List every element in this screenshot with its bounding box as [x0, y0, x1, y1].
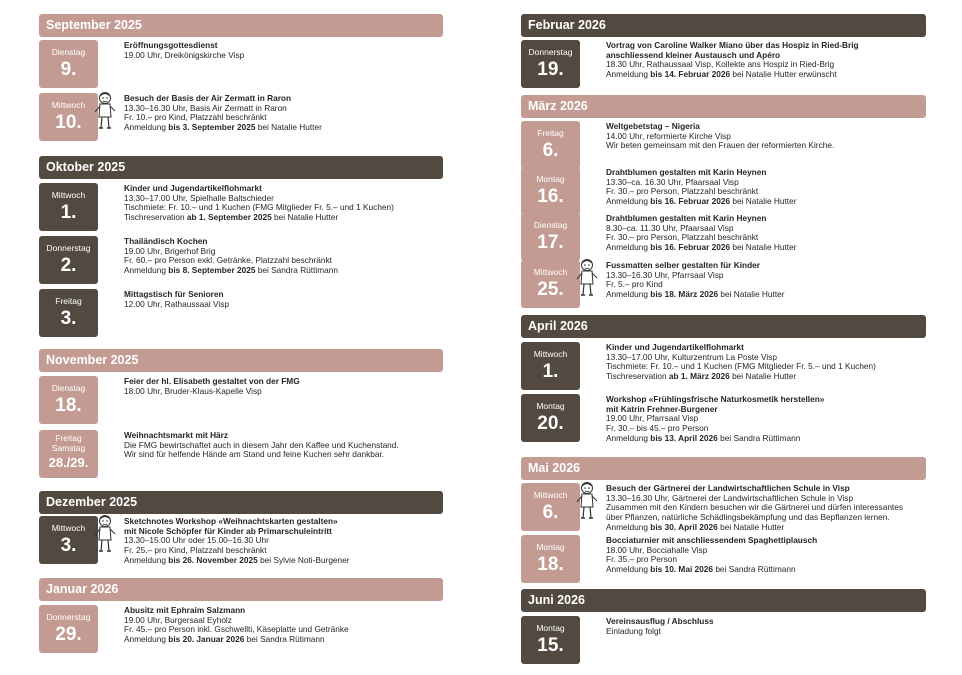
event-details [606, 343, 946, 382]
event-detail-line [606, 627, 946, 637]
event-detail-line [606, 434, 946, 444]
event-detail-line [124, 51, 463, 61]
detail-text: Anmeldung [606, 242, 651, 253]
month-header: März 2026 [521, 95, 926, 118]
deadline-text: bis 18. März 2026 [650, 289, 719, 300]
event-details [124, 517, 463, 566]
detail-text: über Pflanzen, natürliche Schädlingsbekämpfung und das Bepflanzen lernen. [606, 512, 890, 523]
detail-text: Anmeldung [606, 69, 651, 80]
detail-text: Fr. 35.– pro Person [606, 554, 678, 565]
detail-text: 13.30–17.00 Uhr, Spielhalle Baltschieder [124, 192, 274, 203]
date-badge [39, 289, 98, 337]
day-number: 18. [55, 395, 82, 416]
event-detail-line [606, 141, 946, 151]
month-header: Mai 2026 [521, 457, 926, 480]
deadline-text: bis 16. Februar 2026 [650, 196, 731, 207]
deadline-text: ab 1. September 2025 [186, 212, 272, 223]
detail-text: 13.30–15.00 Uhr oder 15.00–16.30 Uhr [124, 535, 269, 546]
detail-text: 13.30–16.30 Uhr, Basis Air Zermatt in Raron [124, 102, 287, 113]
month-header: April 2026 [521, 315, 926, 338]
day-number: 1. [60, 202, 77, 223]
day-number: 19. [537, 59, 564, 80]
event-title: mit Nicole Schöpfer für Kinder ab Primarschuleintritt [124, 525, 332, 536]
day-number: 15. [537, 635, 564, 656]
date-badge [39, 430, 98, 478]
weekday-label: Mittwoch [533, 267, 568, 277]
detail-text: 19.00 Uhr, Burgersaal Eyholz [124, 614, 232, 625]
detail-text: Zusammen mit den Kindern besuchen wir die Gärtnerei und dürfen interessantes [606, 502, 904, 513]
detail-text: 14.00 Uhr, reformierte Kirche Visp [606, 130, 731, 141]
day-number: 16. [537, 186, 564, 207]
deadline-text: bis 30. April 2026 [650, 521, 718, 532]
event-title: Abusitz mit Ephraim Salzmann [124, 605, 246, 615]
event-title: Workshop «Frühlingsfrische Naturkosmetik herstellen» [606, 394, 825, 404]
event-details [606, 122, 946, 151]
day-number: 9. [60, 59, 77, 80]
detail-text: 13.30–17.00 Uhr, Kulturzentrum La Poste Visp [606, 351, 777, 362]
event-details [606, 484, 946, 533]
date-badge [521, 342, 580, 390]
date-badge [39, 516, 98, 564]
month-header: Januar 2026 [39, 578, 443, 601]
date-badge [39, 93, 98, 141]
weekday-label: Montag [536, 623, 565, 633]
weekday-label: Mittwoch [533, 349, 568, 359]
detail-text: Fr. 30.– pro Person, Platzzahl beschränkt [606, 232, 759, 243]
month-header: Juni 2026 [521, 589, 926, 612]
child-mascot-icon [576, 258, 598, 298]
event-details [606, 617, 946, 636]
deadline-text: bis 3. September 2025 [168, 122, 256, 133]
contact-text: bei Natalie Hutter erwünscht [730, 69, 837, 80]
weekday-label: Donnerstag [528, 47, 573, 57]
event-details [606, 214, 946, 253]
event-title: Bocciaturnier mit anschliessendem Spaghettiplausch [606, 535, 818, 545]
event-detail-line [124, 300, 463, 310]
detail-text: 13.30–16.30 Uhr, Pfarrsaal Visp [606, 269, 724, 280]
event-title: Fussmatten selber gestalten für Kinder [606, 260, 760, 270]
child-mascot-icon [576, 481, 598, 521]
event-detail-line [606, 565, 946, 575]
detail-text: Wir beten gemeinsam mit den Frauen der reformierten Kirche. [606, 140, 835, 151]
child-mascot-icon [94, 91, 116, 131]
contact-text: bei Sandra Rüttimann [255, 265, 339, 276]
weekday-label: Freitag [537, 128, 564, 138]
event-details [124, 606, 463, 645]
event-title: Drahtblumen gestalten mit Karin Heynen [606, 167, 767, 177]
deadline-text: ab 1. März 2026 [668, 371, 730, 382]
weekday-label: Montag [536, 542, 565, 552]
contact-text: bei Natalie Hutter [730, 242, 797, 253]
detail-text: 18.00 Uhr, Bruder-Klaus-Kapelle Visp [124, 385, 262, 396]
detail-text: Die FMG bewirtschaftet auch in diesem Jahr den Kaffee und Kuchenstand. [124, 439, 399, 450]
month-header: Dezember 2025 [39, 491, 443, 514]
day-number: 25. [537, 279, 564, 300]
contact-text: bei Sandra Rüttimann [717, 432, 801, 443]
date-badge [39, 236, 98, 284]
detail-text: 18.00 Uhr, Bocciahalle Visp [606, 544, 708, 555]
event-title: Vortrag von Caroline Walker Miano über das Hospiz in Ried-Brig [606, 40, 859, 50]
weekday-label: Dienstag [51, 47, 86, 57]
detail-text: 19.00 Uhr, Pfarrsaal Visp [606, 413, 699, 424]
weekday-label: Mittwoch [51, 100, 86, 110]
detail-text: Anmeldung [606, 196, 651, 207]
weekday-label: Donnerstag [46, 243, 91, 253]
event-details [606, 536, 946, 575]
day-number: 17. [537, 232, 564, 253]
day-number: 10. [55, 112, 82, 133]
event-detail-line [606, 523, 946, 533]
contact-text: bei Natalie Hutter [271, 212, 339, 223]
event-details [124, 184, 463, 223]
detail-text: Anmeldung [606, 289, 651, 300]
deadline-text: bis 26. November 2025 [168, 554, 258, 565]
event-title: Eröffnungsgottesdienst [124, 40, 218, 50]
deadline-text: bis 8. September 2025 [168, 265, 256, 276]
event-title: anschliessend kleiner Austausch und Apéro [606, 49, 781, 60]
weekday-label: Mittwoch [51, 523, 86, 533]
weekday-label: Montag [536, 401, 565, 411]
month-header: Februar 2026 [521, 14, 926, 37]
detail-text: Tischmiete: Fr. 10.– und 1 Kuchen (FMG Mitglieder Fr. 5.– und 1 Kuchen) [124, 202, 394, 213]
date-badge [521, 616, 580, 664]
weekday-label: Montag [536, 174, 565, 184]
month-header: November 2025 [39, 349, 443, 372]
date-badge [521, 121, 580, 169]
event-detail-line [124, 123, 463, 133]
detail-text: Fr. 5.– pro Kind [606, 279, 663, 290]
event-detail-line [606, 70, 946, 80]
date-badge [39, 183, 98, 231]
detail-text: 8.30–ca. 11.30 Uhr, Pfaarsaal Visp [606, 222, 734, 233]
event-details [124, 431, 463, 460]
event-detail-line [606, 290, 946, 300]
deadline-text: bis 13. April 2026 [650, 432, 718, 443]
date-badge [39, 605, 98, 653]
month-header: September 2025 [39, 14, 443, 37]
detail-text: 13.30–ca. 16.30 Uhr, Pfaarsaal Visp [606, 176, 739, 187]
event-detail-line [606, 243, 946, 253]
day-number: 3. [60, 308, 77, 329]
event-details [124, 237, 463, 276]
day-number: 6. [542, 140, 559, 161]
detail-text: 19.00 Uhr, Brigerhof Brig [124, 245, 216, 256]
detail-text: Anmeldung [606, 521, 651, 532]
detail-text: Anmeldung [606, 564, 651, 575]
event-details [606, 395, 946, 444]
event-detail-line [124, 387, 463, 397]
child-mascot-icon [94, 514, 116, 554]
day-number: 20. [537, 413, 564, 434]
event-title: Kinder und Jugendartikelflohmarkt [606, 342, 744, 352]
event-title: Weihnachtsmarkt mit Härz [124, 430, 229, 440]
detail-text: Anmeldung [124, 634, 169, 645]
detail-text: Tischreservation [124, 212, 187, 223]
date-badge [39, 40, 98, 88]
contact-text: bei Natalie Hutter [718, 289, 785, 300]
contact-text: bei Natalie Hutter [730, 196, 797, 207]
detail-text: Einladung folgt [606, 625, 661, 636]
contact-text: bei Natalie Hutter [255, 122, 322, 133]
event-title: Vereinsausflug / Abschluss [606, 616, 714, 626]
deadline-text: bis 14. Februar 2026 [650, 69, 731, 80]
deadline-text: bis 20. Januar 2026 [168, 634, 245, 645]
detail-text: Fr. 45.– pro Person inkl. Gschwellti, Käseplatte und Getränke [124, 624, 349, 635]
detail-text: 13.30–16.30 Uhr, Gärtnerei der Landwirtschaftlichen Schule in Visp [606, 492, 854, 503]
weekday-label: Mittwoch [51, 190, 86, 200]
event-title: Besuch der Basis der Air Zermatt in Raron [124, 93, 292, 103]
date-badge [521, 394, 580, 442]
detail-text: Tischreservation [606, 371, 669, 382]
detail-text: Fr. 60.– pro Person exkl. Getränke, Platzzahl beschränkt [124, 255, 332, 266]
deadline-text: bis 10. Mai 2026 [650, 564, 714, 575]
event-title: Thailändisch Kochen [124, 236, 208, 246]
contact-text: bei Sylvie Noti-Burgener [257, 554, 350, 565]
event-detail-line [124, 450, 463, 460]
event-title: Besuch der Gärtnerei der Landwirtschaftlichen Schule in Visp [606, 483, 850, 493]
day-number: 1. [542, 361, 559, 382]
day-number: 28./29. [48, 455, 89, 470]
event-detail-line [606, 372, 946, 382]
event-details [124, 377, 463, 396]
event-details [606, 261, 946, 300]
detail-text: Anmeldung [124, 554, 169, 565]
date-badge [521, 535, 580, 583]
detail-text: 18.30 Uhr, Rathaussaal Visp, Kollekte ans Hospiz in Ried-Brig [606, 59, 835, 70]
detail-text: Fr. 30.– pro Person, Platzzahl beschränkt [606, 186, 759, 197]
weekday-label: Freitag Samstag [51, 433, 86, 453]
event-title: Mittagstisch für Senioren [124, 289, 224, 299]
day-number: 2. [60, 255, 77, 276]
date-badge [521, 40, 580, 88]
detail-text: 19.00 Uhr, Dreikönigskirche Visp [124, 49, 245, 60]
date-badge [521, 213, 580, 261]
event-title: Kinder und Jugendartikelflohmarkt [124, 183, 262, 193]
event-details [606, 41, 946, 80]
month-header: Oktober 2025 [39, 156, 443, 179]
detail-text: Anmeldung [124, 265, 169, 276]
deadline-text: bis 16. Februar 2026 [650, 242, 731, 253]
event-details [124, 290, 463, 309]
event-detail-line [124, 213, 463, 223]
detail-text: Anmeldung [124, 122, 169, 133]
weekday-label: Freitag [55, 296, 82, 306]
event-details [606, 168, 946, 207]
day-number: 29. [55, 624, 82, 645]
date-badge [521, 260, 580, 308]
detail-text: Anmeldung [606, 432, 651, 443]
weekday-label: Mittwoch [533, 490, 568, 500]
event-details [124, 94, 463, 133]
contact-text: bei Sandra Rütimann [244, 634, 325, 645]
event-detail-line [124, 556, 463, 566]
contact-text: bei Sandra Rüttimann [713, 564, 796, 575]
day-number: 6. [542, 502, 559, 523]
detail-text: 12.00 Uhr, Rathaussaal Visp [124, 298, 230, 309]
event-title: Feier der hl. Elisabeth gestaltet von der FMG [124, 376, 300, 386]
detail-text: Wir sind für helfende Hände am Stand und feine Kuchen sehr dankbar. [124, 449, 385, 460]
detail-text: Fr. 30.– bis 45.– pro Person [606, 423, 709, 434]
event-details [124, 41, 463, 60]
event-detail-line [606, 197, 946, 207]
date-badge [521, 167, 580, 215]
event-title: mit Katrin Frehner-Burgener [606, 403, 718, 414]
date-badge [39, 376, 98, 424]
event-title: Sketchnotes Workshop «Weihnachtskarten gestalten» [124, 516, 338, 526]
contact-text: bei Natalie Hutter [729, 371, 797, 382]
date-badge [521, 483, 580, 531]
detail-text: Fr. 25.– pro Kind, Platzzahl beschränkt [124, 545, 267, 556]
event-detail-line [124, 635, 463, 645]
weekday-label: Dienstag [533, 220, 568, 230]
event-detail-line [124, 266, 463, 276]
day-number: 3. [60, 535, 77, 556]
weekday-label: Dienstag [51, 383, 86, 393]
contact-text: bei Natalie Hutter [717, 521, 785, 532]
detail-text: Tischmiete: Fr. 10.– und 1 Kuchen (FMG Mitglieder Fr. 5.– und 1 Kuchen) [606, 361, 876, 372]
event-title: Drahtblumen gestalten mit Karin Heynen [606, 213, 767, 223]
weekday-label: Donnerstag [46, 612, 91, 622]
event-title: Weltgebetstag – Nigeria [606, 121, 700, 131]
day-number: 18. [537, 554, 564, 575]
detail-text: Fr. 10.– pro Kind, Platzzahl beschränkt [124, 112, 267, 123]
